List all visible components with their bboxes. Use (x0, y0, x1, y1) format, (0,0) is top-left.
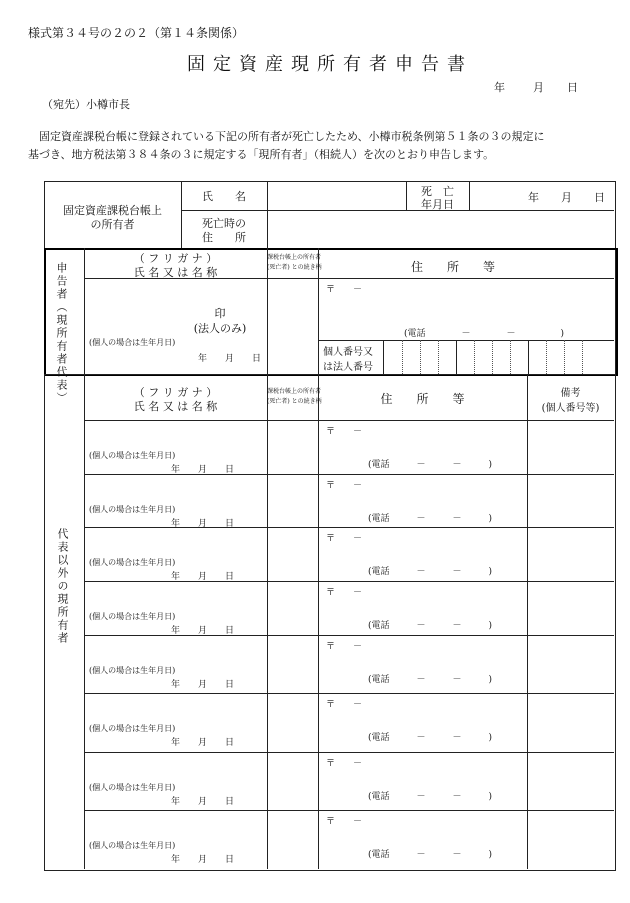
others-address-header: 住 所 等 (380, 392, 465, 406)
seal-mark: 印 (214, 307, 226, 320)
others-relation-header-2: (死亡者) との続き柄 (267, 398, 322, 405)
owner-postal: 〒 － (326, 481, 363, 491)
owner-postal: 〒 － (326, 642, 363, 652)
owner-birth-note: (個人の場合は生年月日) (89, 724, 176, 733)
owner-ymd: 年 月 日 (171, 465, 235, 475)
declarant-name-header: 氏 名 又 は 名 称 (133, 266, 218, 279)
declarant-ymd: 年 月 日 (198, 354, 262, 364)
addressee: （宛先）小樽市長 (42, 98, 130, 111)
owner-ymd: 年 月 日 (171, 680, 235, 690)
owner-phone: (電話 － － ) (368, 567, 493, 577)
id-number-label-1: 個人番号又 (323, 347, 373, 358)
owner-remarks-field[interactable] (528, 753, 613, 809)
owner-remarks-field[interactable] (528, 528, 613, 580)
owner-postal: 〒 － (326, 534, 363, 544)
owner-remarks-field[interactable] (528, 811, 613, 868)
declarant-name-field[interactable] (85, 279, 266, 372)
id-number-field[interactable] (384, 341, 613, 372)
owner-phone: (電話 － － ) (368, 733, 493, 743)
declarant-side-label: 申告者（現所有者代表） (55, 262, 68, 405)
others-relation-header-1: 課税台帳上の所有者 (267, 388, 322, 395)
declarant-phone: (電話 － － ) (404, 329, 565, 339)
owner-relation-field[interactable] (268, 528, 317, 580)
owner-relation-field[interactable] (268, 582, 317, 634)
owner-relation-field[interactable] (268, 753, 317, 809)
owner-birth-note: (個人の場合は生年月日) (89, 666, 176, 675)
date-year: 年 (494, 81, 505, 94)
intro-line-1: 固定資産課税台帳に登録されている下記の所有者が死亡したため、小樽市税条例第５１条の３の規定に (28, 130, 545, 143)
death-date-label-2: 年月日 (421, 198, 454, 211)
owner-relation-field[interactable] (268, 421, 317, 473)
owner-birth-note: (個人の場合は生年月日) (89, 841, 176, 850)
remarks-header-1: 備考 (560, 388, 581, 399)
owner-birth-note: (個人の場合は生年月日) (89, 505, 176, 514)
owner-phone: (電話 － － ) (368, 460, 493, 470)
declarant-postal: 〒 － (326, 285, 363, 295)
owner-phone: (電話 － － ) (368, 792, 493, 802)
others-name-header: 氏 名 又 は 名 称 (133, 400, 218, 413)
owner-ymd: 年 月 日 (171, 572, 235, 582)
death-address-field[interactable] (268, 211, 613, 247)
others-furigana-header: （ フ リ ガ ナ ） (133, 386, 218, 399)
owner-postal: 〒 － (326, 427, 363, 437)
date-month: 月 (533, 81, 544, 94)
other-owners-side-label: 代表以外の現所有者 (56, 528, 69, 645)
declarant-relation-field[interactable] (268, 279, 317, 372)
declarant-address-field[interactable] (319, 279, 613, 339)
owner-postal: 〒 － (326, 759, 363, 769)
owner-label-2: の所有者 (90, 218, 135, 231)
seal-note: (法人のみ) (193, 322, 247, 335)
owner-relation-field[interactable] (268, 694, 317, 751)
owner-remarks-field[interactable] (528, 694, 613, 751)
owner-phone: (電話 － － ) (368, 514, 493, 524)
declarant-relation-header-1: 課税台帳上の所有者 (267, 254, 322, 261)
declarant-address-header: 住 所 等 (411, 260, 496, 274)
owner-label-1: 固定資産課税台帳上 (63, 204, 162, 217)
deceased-name-label: 氏 名 (202, 190, 246, 203)
owner-postal: 〒 － (326, 588, 363, 598)
owner-ymd: 年 月 日 (171, 519, 235, 529)
id-number-label-2: は法人番号 (323, 362, 373, 373)
owner-remarks-field[interactable] (528, 475, 613, 526)
owner-remarks-field[interactable] (528, 421, 613, 473)
owner-relation-field[interactable] (268, 811, 317, 868)
form-number: 様式第３４号の２の２（第１４条関係） (28, 26, 245, 40)
date-day: 日 (567, 81, 578, 94)
owner-relation-field[interactable] (268, 636, 317, 692)
owner-birth-note: (個人の場合は生年月日) (89, 612, 176, 621)
owner-remarks-field[interactable] (528, 582, 613, 634)
owner-phone: (電話 － － ) (368, 850, 493, 860)
remarks-header-2: (個人番号等) (541, 403, 600, 414)
declarant-relation-header-2: (死亡者) との続き柄 (267, 264, 322, 271)
owner-postal: 〒 － (326, 700, 363, 710)
declarant-birth-note: (個人の場合は生年月日) (89, 338, 176, 347)
death-date-field[interactable] (470, 182, 613, 209)
owner-ymd: 年 月 日 (171, 738, 235, 748)
owner-ymd: 年 月 日 (171, 797, 235, 807)
owner-birth-note: (個人の場合は生年月日) (89, 783, 176, 792)
declarant-furigana-header: （ フ リ ガ ナ ） (133, 252, 218, 265)
page-title: 固定資産現所有者申告書 (187, 54, 473, 75)
death-address-label-2: 住 所 (202, 231, 246, 244)
owner-phone: (電話 － － ) (368, 621, 493, 631)
deceased-name-field[interactable] (268, 182, 405, 209)
owner-phone: (電話 － － ) (368, 675, 493, 685)
death-date-label-1: 死 亡 (421, 185, 454, 198)
owner-ymd: 年 月 日 (171, 855, 235, 865)
owner-remarks-field[interactable] (528, 636, 613, 692)
death-date-ymd: 年 月 日 (528, 191, 605, 204)
owner-postal: 〒 － (326, 817, 363, 827)
death-address-label-1: 死亡時の (202, 217, 246, 230)
intro-line-2: 基づき、地方税法第３８４条の３に規定する「現所有者」（相続人）を次のとおり申告します。 (28, 148, 495, 161)
owner-birth-note: (個人の場合は生年月日) (89, 558, 176, 567)
owner-birth-note: (個人の場合は生年月日) (89, 451, 176, 460)
owner-relation-field[interactable] (268, 475, 317, 526)
owner-ymd: 年 月 日 (171, 626, 235, 636)
